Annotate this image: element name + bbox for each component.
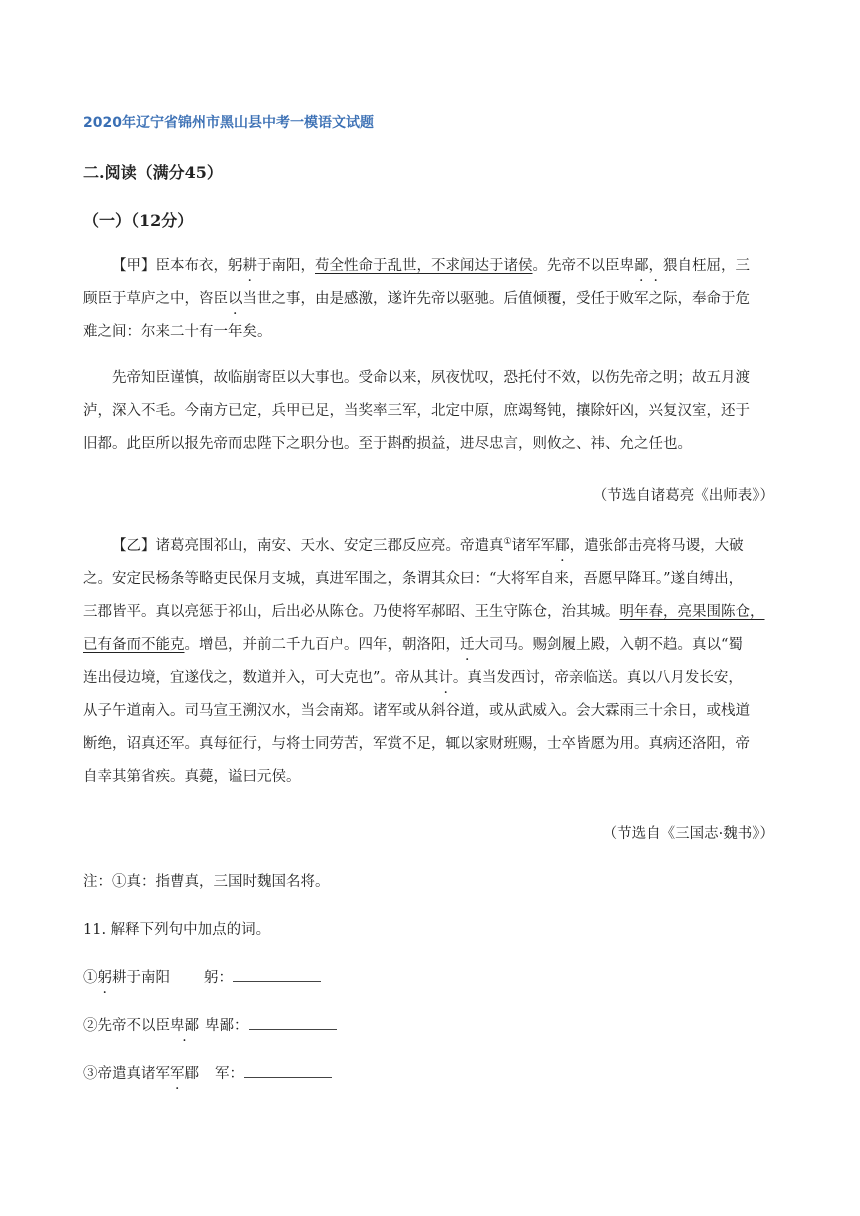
document-title: 2020年辽宁省锦州市黑山县中考一模语文试题 <box>83 115 374 131</box>
text-line: 旧都。此臣所以报先帝而忠陛下之职分也。至于斟酌损益，进尽忠言，则攸之、祎、允之任也。 <box>83 436 692 452</box>
dotted-word: 卑鄙 <box>170 1018 199 1034</box>
source-jia: （节选自诸葛亮《出师表》） <box>592 488 774 504</box>
dotted-word: 迁 <box>460 636 475 653</box>
text-line: 从子午道南入。司马宣王溯汉水，当会南郑。诸军或从斜谷道，或从武威入。会大霖雨三十余日，或栈道 <box>83 702 750 719</box>
text-line: 顾臣于草庐之中，咨臣以当世之事，由是感激，遂许先帝以驱驰。后值倾覆，受任于败军之际，奉命于危 <box>83 291 750 307</box>
text-line: 泸，深入不毛。今南方已定，兵甲已足，当奖率三军，北定中原，庶竭驽钝，攘除奸凶，兴复汉室，还于 <box>83 403 750 419</box>
dotted-word: 躬 <box>97 970 112 986</box>
text-line: 【乙】诸葛亮围祁山，南安、天水、安定三郡反应亮。帝遣真①诸军军郿，遣张郃击亮将马谡，大破 <box>112 537 744 554</box>
text-line: 连出侵边境，宜遂伐之，数道并入，可大克也”。帝从其计。真当发西讨，帝亲临送。真以八月发长安， <box>83 669 743 686</box>
dotted-word: 躬 <box>228 258 243 274</box>
dotted-word: 计 <box>438 669 453 686</box>
underlined-sentence: 明年春，亮果围陈仓， <box>619 603 765 620</box>
dotted-word: 军 <box>540 537 556 554</box>
answer-blank[interactable] <box>249 1015 337 1030</box>
passage-yi <box>83 526 778 794</box>
text-line: 已有备而不能克。增邑，并前二千九百户。四年，朝洛阳，迁大司马。赐剑履上殿，入朝不趋。真以“蜀 <box>83 636 743 653</box>
subsection-heading: （一）（12分） <box>83 211 194 230</box>
underlined-sentence: 苟全性命于乱世，不求闻达于诸侯 <box>315 258 533 274</box>
footnote: 注：①真：指曹真，三国时魏国名将。 <box>83 874 330 890</box>
answer-blank[interactable] <box>244 1063 332 1078</box>
dotted-word: 以 <box>228 291 243 307</box>
section-heading: 二.阅读（满分45） <box>83 163 223 182</box>
question-item-1: ①躬耕于南阳 躬： <box>83 966 321 987</box>
question-item-2: ②先帝不以臣卑鄙 卑鄙： <box>83 1014 337 1035</box>
underlined-sentence: 已有备而不能克 <box>83 636 185 653</box>
text-line: 【甲】臣本布衣，躬耕于南阳，苟全性命于乱世，不求闻达于诸侯。先帝不以臣卑鄙，猥自枉屈，三 <box>112 258 750 274</box>
passage-jia-paragraph-2 <box>83 362 778 461</box>
text-line: 之。安定民杨条等略吏民保月支城，真进军围之，条谓其众曰：“大将军自来，吾愿早降耳。”遂自缚出， <box>83 570 744 587</box>
answer-blank[interactable] <box>233 967 321 982</box>
text-line: 自幸其第省疾。真薨，谥曰元侯。 <box>83 768 301 785</box>
dotted-word: 军 <box>170 1066 185 1082</box>
source-yi: （节选自《三国志·魏书》） <box>602 826 774 842</box>
dotted-word: 鄙 <box>634 258 649 274</box>
passage-jia-paragraph-1 <box>83 250 778 349</box>
footnote-marker: ① <box>503 537 512 547</box>
text-line: 难之间：尔来二十有一年矣。 <box>83 324 272 340</box>
text-line: 三郡皆平。真以亮惩于祁山，后出必从陈仓。乃使将军郝昭、王生守陈仓，治其城。明年春，亮果围陈仓， <box>83 603 765 620</box>
question-stem: 11. 解释下列句中加点的词。 <box>83 922 271 938</box>
dotted-word: 卑 <box>619 258 634 274</box>
question-item-3: ③帝遣真诸军军郿 军： <box>83 1062 332 1083</box>
text-line: 先帝知臣谨慎，故临崩寄臣以大事也。受命以来，夙夜忧叹，恐托付不效，以伤先帝之明；故五月渡 <box>112 370 750 386</box>
text-line: 断绝，诏真还军。真每征行，与将士同劳苦，军赏不足，辄以家财班赐，士卒皆愿为用。真病还洛阳，帝 <box>83 735 750 752</box>
